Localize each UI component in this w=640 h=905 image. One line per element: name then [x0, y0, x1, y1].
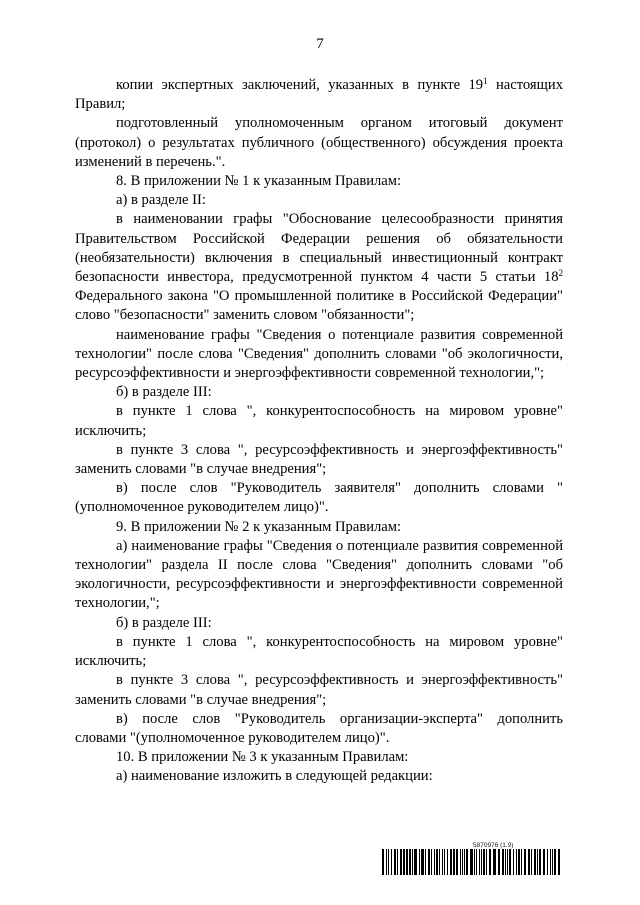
paragraph-text: Федерального закона "О промышленной политике в Российской Федерации" слово "безопасности" заменить словом "обязанности";	[75, 288, 563, 324]
paragraph: б) в разделе III:	[116, 614, 212, 631]
document-code: 5870976 (1.9)	[473, 842, 514, 849]
paragraph: 10. В приложении № 3 к указанным Правилам:	[116, 749, 409, 766]
paragraph	[75, 76, 563, 114]
document-body	[75, 76, 563, 787]
paragraph-text: в наименовании графы "Обоснование целесообразности принятия Правительством Российской Федерации решения об обязательности (необязательности) включения в специальный инвестиционный контракт безопасности инвестора, предусмотренной пунктом 4 части 5 статьи 18	[75, 211, 563, 286]
paragraph: 8. В приложении № 1 к указанным Правилам:	[116, 173, 402, 190]
paragraph-text: копии экспертных заключений, указанных в пункте 19	[116, 77, 484, 93]
page-number: 7	[316, 36, 324, 52]
paragraph: в пункте 1 слова ", конкурентоспособность на мировом уровне" исключить;	[75, 403, 563, 439]
superscript: 2	[558, 268, 563, 279]
paragraph	[75, 210, 563, 325]
paragraph: в пункте 3 слова ", ресурсоэффективность и энергоэффективность" заменить словами "в случае внедрения";	[75, 441, 563, 478]
paragraph: в пункте 3 слова ", ресурсоэффективность и энергоэффективность" заменить словами "в случае внедрения";	[75, 672, 563, 708]
barcode-image	[382, 849, 562, 875]
paragraph: в пункте 1 слова ", конкурентоспособность на мировом уровне" исключить;	[75, 633, 563, 670]
paragraph: наименование графы "Сведения о потенциале развития современной технологии" после слова "Сведения" дополнить словами "об экологичности, ресурсоэффективности и энергоэффективности современной технологии,";	[75, 326, 563, 382]
paragraph: а) наименование графы "Сведения о потенциале развития современной технологии" раздела II после слова "Сведения" дополнить словами "об экологичности, ресурсоэффективности и энергоэффективности современной технологии,";	[75, 537, 563, 612]
paragraph-text: настоящих Правил;	[75, 77, 563, 113]
paragraph: в) после слов "Руководитель организации-эксперта" дополнить словами "(уполномоченное руководителем лицо)".	[75, 710, 563, 746]
superscript: 1	[483, 76, 488, 86]
paragraph: подготовленный уполномоченным органом итоговый документ (протокол) о результатах публичного (общественного) обсуждения проекта изменений в перечень.".	[75, 115, 563, 170]
paragraph: а) наименование изложить в следующей редакции:	[116, 768, 433, 785]
paragraph: б) в разделе III:	[116, 384, 212, 401]
paragraph: 9. В приложении № 2 к указанным Правилам:	[116, 518, 402, 535]
paragraph: а) в разделе II:	[116, 192, 206, 209]
paragraph: в) после слов "Руководитель заявителя" дополнить словами "(уполномоченное руководителем лицо)".	[75, 480, 563, 516]
